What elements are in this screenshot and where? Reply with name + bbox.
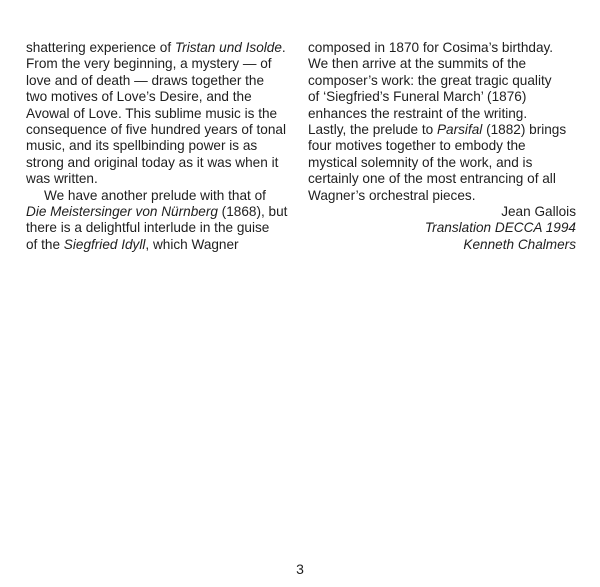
text-line [308, 220, 576, 236]
text-line [308, 138, 576, 154]
text-line [26, 56, 288, 72]
text-line [308, 122, 576, 138]
text-line [308, 40, 576, 56]
italic-text: Tristan und Isolde [174, 40, 282, 55]
text-segment: Wagner’s orchestral pieces. [308, 187, 476, 203]
text-line [26, 73, 288, 89]
text-segment: four motives together to embody the [308, 138, 526, 154]
text-segment: (1868), but [217, 204, 288, 220]
page-number: 3 [296, 561, 304, 577]
text-line [308, 56, 576, 72]
text-line [308, 204, 576, 220]
text-line [26, 171, 288, 187]
text-line [26, 106, 288, 122]
text-segment: Lastly, the prelude to [308, 122, 437, 138]
text-segment: of the [26, 236, 64, 252]
text-segment: of ‘Siegfried’s Funeral March’ (1876) [308, 89, 527, 105]
text-segment: enhances the restraint of the writing. [308, 105, 528, 121]
text-line [26, 122, 288, 138]
text-line [26, 188, 288, 204]
italic-text: Kenneth Chalmers [463, 236, 576, 252]
text-segment: We then arrive at the summits of the [308, 56, 527, 72]
text-segment: composer’s work: the great tragic quality [308, 72, 552, 88]
text-segment: We have another prelude with that of [44, 187, 266, 203]
text-segment: there is a delightful interlude in the guise [26, 220, 270, 236]
italic-text: Translation DECCA 1994 [424, 220, 576, 236]
text-line [308, 155, 576, 171]
text-segment: (1882) brings [482, 122, 567, 138]
text-line [308, 106, 576, 122]
text-line [26, 138, 288, 154]
text-line [26, 89, 288, 105]
text-line [308, 171, 576, 187]
text-segment: consequence of five hundred years of tonal [26, 122, 286, 138]
text-segment: shattering experience of [26, 40, 175, 55]
text-line [308, 237, 576, 253]
italic-text: Siegfried Idyll [63, 236, 146, 252]
text-segment: From the very beginning, a mystery — of [26, 56, 272, 72]
text-segment: mystical solemnity of the work, and is [308, 154, 533, 170]
text-line [26, 237, 288, 253]
text-segment: . [281, 40, 286, 55]
text-segment: was written. [26, 171, 98, 187]
text-segment: composed in 1870 for Cosima’s birthday. [308, 40, 554, 55]
text-line [26, 204, 288, 220]
text-segment: , which Wagner [145, 236, 239, 252]
text-segment: certainly one of the most entrancing of all [308, 171, 556, 187]
right-text-column [308, 40, 576, 253]
text-segment: music, and its spellbinding power is as [26, 138, 258, 154]
text-segment: Jean Gallois [501, 204, 576, 220]
italic-text: Die Meistersinger von Nürnberg [26, 204, 218, 220]
left-text-column [26, 40, 288, 253]
text-segment: Avowal of Love. This sublime music is the [26, 105, 278, 121]
text-line [308, 89, 576, 105]
text-line [26, 155, 288, 171]
text-segment: strong and original today as it was when it [26, 154, 279, 170]
text-segment: two motives of Love’s Desire, and the [26, 89, 252, 105]
text-line [308, 188, 576, 204]
text-line [26, 40, 288, 56]
text-line [26, 220, 288, 236]
italic-text: Parsifal [436, 122, 483, 138]
text-segment: love and of death — draws together the [26, 72, 265, 88]
text-line [308, 73, 576, 89]
